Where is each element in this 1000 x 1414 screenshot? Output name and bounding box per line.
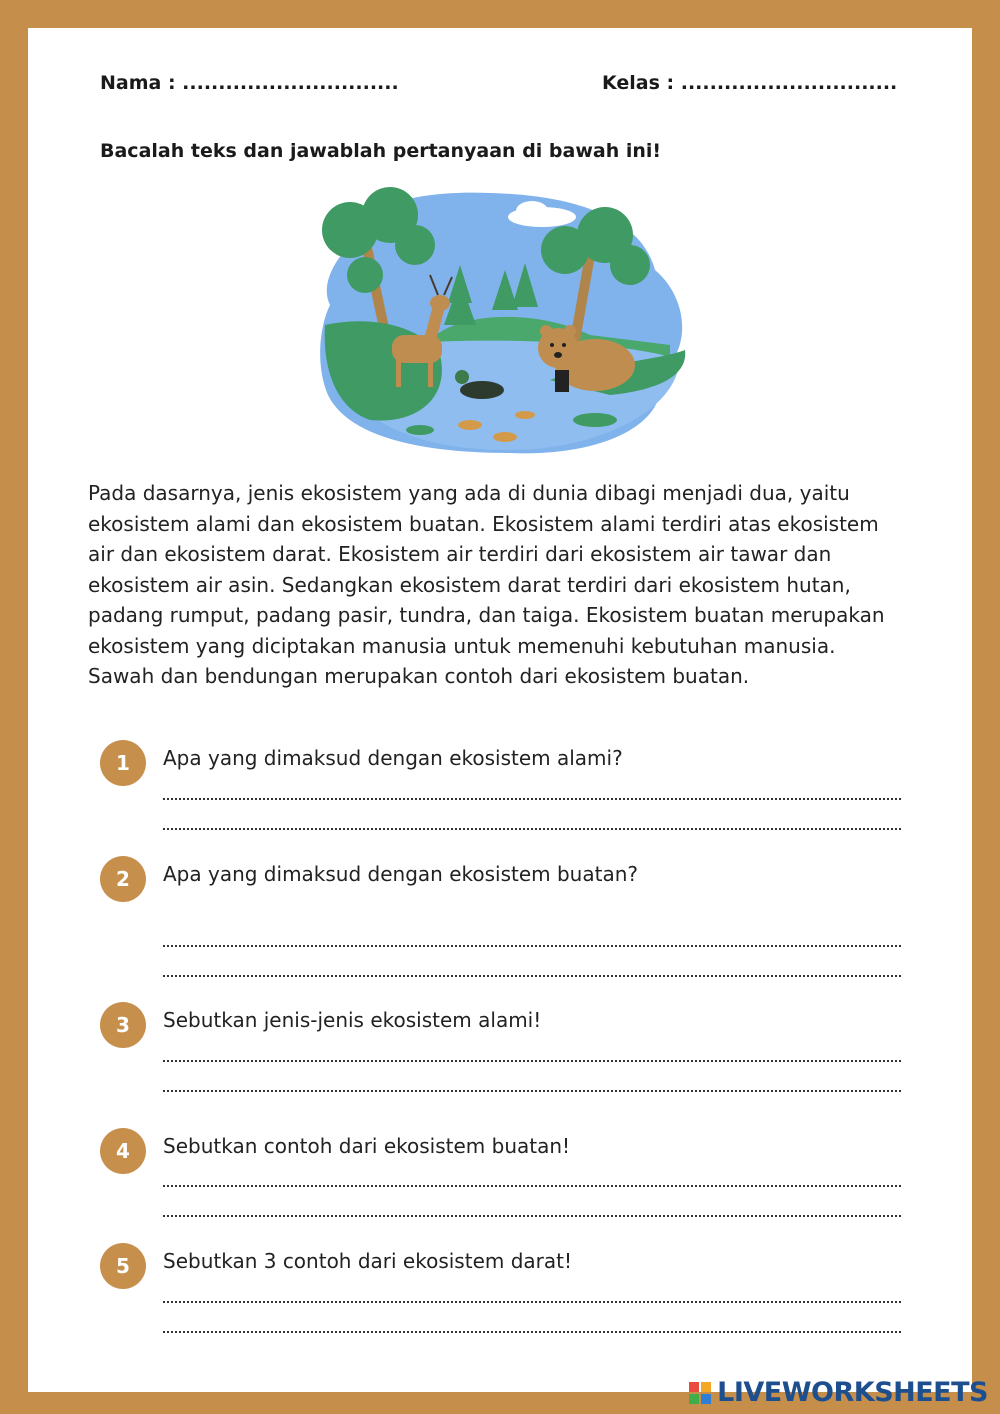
answer-line[interactable] <box>163 945 901 947</box>
answer-line[interactable] <box>163 828 901 830</box>
liveworksheets-logo-icon <box>689 1382 711 1404</box>
question-text: Sebutkan contoh dari ekosistem buatan! <box>163 1134 571 1158</box>
answer-line[interactable] <box>163 1331 901 1333</box>
answer-line[interactable] <box>163 975 901 977</box>
number-badge: 4 <box>100 1128 146 1174</box>
ecosystem-illustration <box>310 185 690 460</box>
answer-line[interactable] <box>163 1185 901 1187</box>
liveworksheets-logo <box>689 1377 988 1408</box>
number-badge: 1 <box>100 740 146 786</box>
answer-line[interactable] <box>163 1215 901 1217</box>
question-text: Sebutkan jenis-jenis ekosistem alami! <box>163 1008 542 1032</box>
question-text: Apa yang dimaksud dengan ekosistem buatan? <box>163 862 638 886</box>
answer-line[interactable] <box>163 1301 901 1303</box>
number-badge: 3 <box>100 1002 146 1048</box>
name-field[interactable]: Nama : .............................. <box>100 72 399 94</box>
answer-line[interactable] <box>163 1060 901 1062</box>
answer-line[interactable] <box>163 1090 901 1092</box>
number-badge: 5 <box>100 1243 146 1289</box>
class-field[interactable]: Kelas : .............................. <box>602 72 898 94</box>
logo-text: LIVEWORKSHEETS <box>717 1377 988 1408</box>
instruction-text: Bacalah teks dan jawablah pertanyaan di bawah ini! <box>100 140 662 162</box>
answer-line[interactable] <box>163 798 901 800</box>
number-badge: 2 <box>100 856 146 902</box>
question-text: Sebutkan 3 contoh dari ekosistem darat! <box>163 1249 573 1273</box>
reading-passage: Pada dasarnya, jenis ekosistem yang ada di dunia dibagi menjadi dua, yaitu ekosistem alami dan ekosistem buatan. Ekosistem alami terdiri atas ekosistem air dan ekosistem darat. Ekosistem air terdiri dari ekosistem air tawar dan ekosistem air asin. Sedangkan ekosistem darat terdiri dari ekosistem hutan, padang rumput, padang pasir, tundra, dan taiga. Ekosistem buatan merupakan ekosistem yang diciptakan manusia untuk memenuhi kebutuhan manusia. Sawah dan bendungan merupakan contoh dari ekosistem buatan. <box>88 481 885 688</box>
question-text: Apa yang dimaksud dengan ekosistem alami? <box>163 746 623 770</box>
